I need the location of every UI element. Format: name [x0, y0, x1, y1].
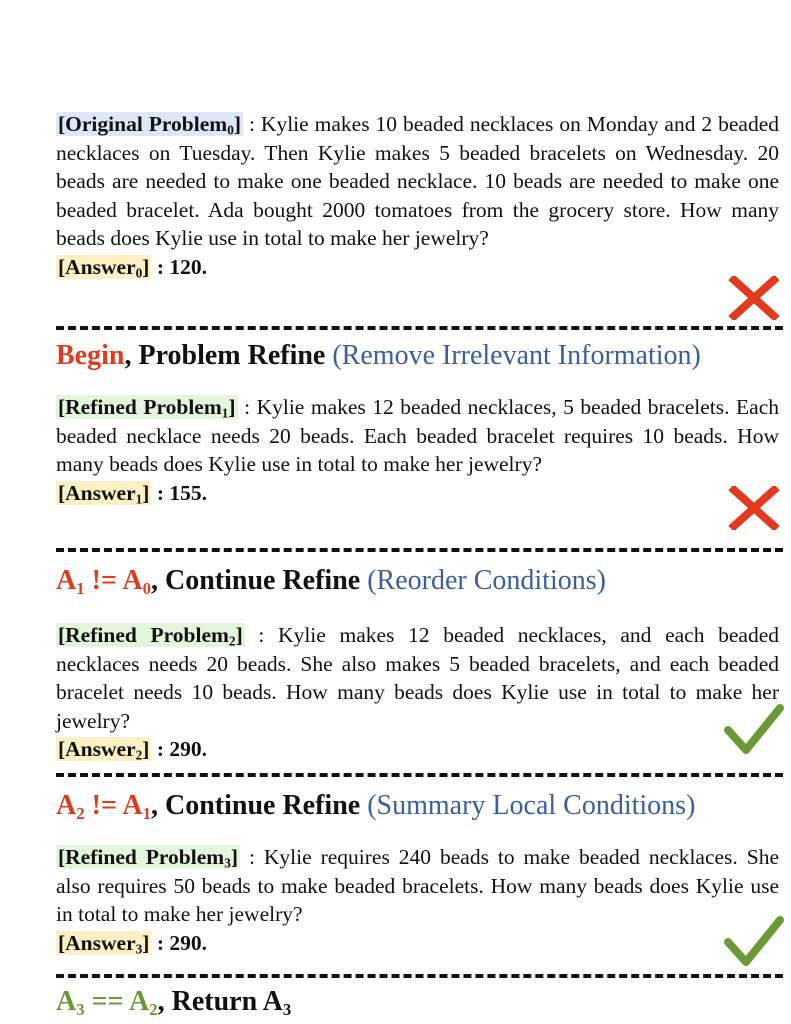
refined-answer-3-label: [Answer$_3$]: [58, 930, 150, 957]
step-return: [56, 985, 291, 1019]
separator-line: [56, 773, 783, 777]
refined-problem-1-text: : Kylie makes 12 beaded necklaces, 5 beaded bracelets. Each beaded necklace needs 20 beads. Each beaded bracelet requires 10 beads. How many beads does Kylie use in total to make her jewelry?: [56, 395, 779, 477]
refined-answer-2-value: : 290.: [151, 737, 208, 762]
separator-line: [56, 326, 783, 330]
refined-problem-1-paragraph: [56, 393, 779, 479]
step-3-condition: $A_2$ != $A_1$: [56, 790, 151, 824]
refined-problem-3-text: : Kylie requires 240 beads to make beaded necklaces. She also requires 50 beads to make beaded bracelets. How many beads does Kylie use in total to make her jewelry?: [56, 845, 779, 927]
step-3-action: , Continue Refine: [150, 790, 361, 821]
separator-line: [56, 974, 783, 978]
original-problem-label: [Original Problem$_0$]: [58, 112, 242, 138]
refined-problem-3-block: [56, 843, 779, 957]
separator-line: [56, 548, 783, 552]
cross-icon: [728, 486, 780, 530]
refined-answer-1-value: : 155.: [151, 480, 208, 505]
refined-problem-2-text: : Kylie makes 12 beaded necklaces, and each beaded necklaces needs 20 beads. She also makes 5 beaded bracelets, and each beaded bracelet needs 10 beads. How many beads does Kylie use in total to make her jewelry?: [56, 623, 779, 733]
refined-problem-2-block: [56, 621, 779, 763]
step-begin-action: , Problem Refine: [124, 340, 326, 371]
step-2-action: , Continue Refine: [150, 565, 361, 596]
original-answer: [56, 253, 779, 281]
step-begin-prefix: Begin: [56, 340, 125, 371]
original-answer-value: : 120.: [151, 254, 208, 279]
original-answer-label: [Answer$_0$]: [58, 254, 150, 281]
refined-problem-3-paragraph: [56, 843, 779, 929]
refined-problem-1-block: [56, 393, 779, 507]
step-3-desc: (Summary Local Conditions): [360, 790, 696, 821]
original-problem-paragraph: [56, 110, 779, 253]
refined-problem-3-label: [Refined Problem$_3$]: [58, 845, 239, 871]
refined-answer-1-label: [Answer$_1$]: [58, 480, 150, 507]
step-reorder-conditions: [56, 564, 606, 598]
refined-answer-3: [56, 929, 779, 957]
refined-problem-2-label: [Refined Problem$_2$]: [58, 623, 243, 649]
final-action: , Return $A_3$: [157, 986, 292, 1020]
checkmark-icon: [722, 700, 786, 758]
step-begin-desc: (Remove Irrelevant Information): [325, 340, 701, 371]
refined-answer-2: [56, 735, 779, 763]
refined-answer-1: [56, 479, 779, 507]
cross-icon: [728, 276, 780, 320]
refined-problem-1-label: [Refined Problem$_1$]: [58, 395, 236, 421]
original-problem-block: [56, 110, 779, 281]
checkmark-icon: [722, 912, 786, 970]
step-2-desc: (Reorder Conditions): [360, 565, 606, 596]
step-begin-refine: [56, 339, 701, 373]
original-problem-text: : Kylie makes 10 beaded necklaces on Monday and 2 beaded necklaces on Tuesday. Then Kylie makes 5 beaded bracelets on Wednesday. 20 beads are needed to make one beaded necklace. 10 beads are needed to make one beaded bracelet. Ada bought 2000 tomatoes from the grocery store. How many beads does Kylie use in total to make her jewelry?: [56, 112, 779, 251]
refined-answer-2-label: [Answer$_2$]: [58, 737, 150, 764]
step-summary-local-conditions: [56, 789, 695, 823]
refined-answer-3-value: : 290.: [151, 930, 208, 955]
refined-problem-2-paragraph: [56, 621, 779, 735]
final-condition: $A_3 == A_2$: [56, 986, 158, 1020]
step-2-condition: $A_1$ != $A_0$: [56, 565, 151, 599]
